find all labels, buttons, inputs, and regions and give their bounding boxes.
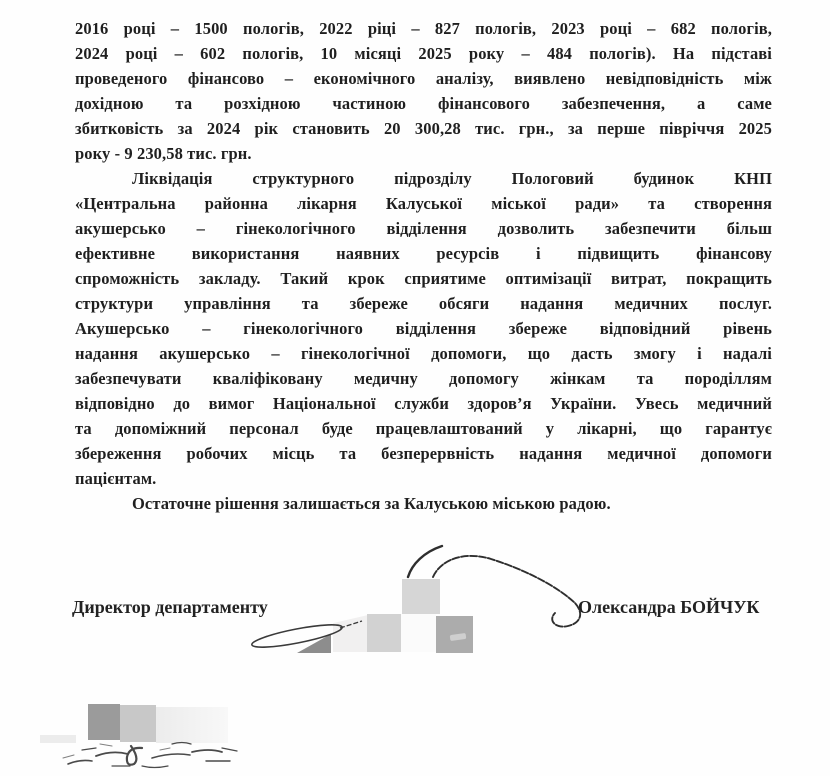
text-line: акушерсько – гінекологічного відділення дозволить забезпечити більш (75, 219, 772, 238)
text-line: надання акушерсько – гінекологічної допомоги, що дасть змогу і надалі (75, 344, 772, 363)
text-line: Остаточне рішення залишається за Калуською міською радою. (132, 494, 611, 513)
signature-redaction-block (367, 614, 401, 652)
text-line: ефективне використання наявних ресурсів і підвищить фінансову (75, 244, 772, 263)
text-line: Акушерсько – гінекологічного відділення збереже відповідний рівень (75, 319, 772, 338)
text-line: відповідно до вимог Національної служби здоров’я України. Увесь медичний (75, 394, 772, 413)
text-line: та допоміжний персонал буде працевлаштований у лікарні, що гарантує (75, 419, 772, 438)
stamp-redaction-block (156, 707, 228, 743)
text-line: спроможність закладу. Такий крок сприятиме оптимізації витрат, покращить (75, 269, 772, 288)
stamp-redaction-block (88, 704, 120, 740)
text-line: структури управління та збереже обсяги надання медичних послуг. (75, 294, 772, 313)
signature-redaction-block (401, 614, 436, 652)
signature-redaction-block (402, 579, 440, 614)
text-line: «Центральна районна лікарня Калуської міської ради» та створення (75, 194, 772, 213)
text-line: 2024 році – 602 пологів, 10 місяці 2025 року – 484 пологів). На підставі (75, 44, 772, 63)
text-line: 2016 році – 1500 пологів, 2022 ріці – 827 пологів, 2023 році – 682 пологів, (75, 19, 772, 38)
signature-stroke (408, 546, 442, 577)
text-line: збереження робочих місць та безперервність надання медичної допомоги (75, 444, 772, 463)
text-line: проведеного фінансово – економічного аналізу, виявлено невідповідність між (75, 69, 772, 88)
signatory-name: Олександра БОЙЧУК (578, 597, 760, 617)
text-line: дохідною та розхідною частиною фінансового забезпечення, а саме (75, 94, 772, 113)
text-line: року - 9 230,58 тис. грн. (75, 144, 252, 163)
stamp-redaction-block (120, 705, 156, 742)
signature-redaction-block (297, 633, 331, 653)
signature-role-label: Директор департаменту (72, 597, 268, 617)
document-body (75, 16, 772, 516)
stamp-scribbles (63, 743, 237, 768)
text-line: збитковість за 2024 рік становить 20 300,28 тис. грн., за перше півріччя 2025 (75, 119, 772, 138)
stamp-redaction-block (40, 735, 76, 743)
text-line: пацієнтам. (75, 469, 157, 488)
text-line: Ліквідація структурного підрозділу Пологовий будинок КНП (132, 169, 772, 188)
text-line: забезпечувати кваліфіковану медичну допомогу жінкам та породіллям (75, 369, 772, 388)
signature-redaction-block (333, 615, 368, 652)
